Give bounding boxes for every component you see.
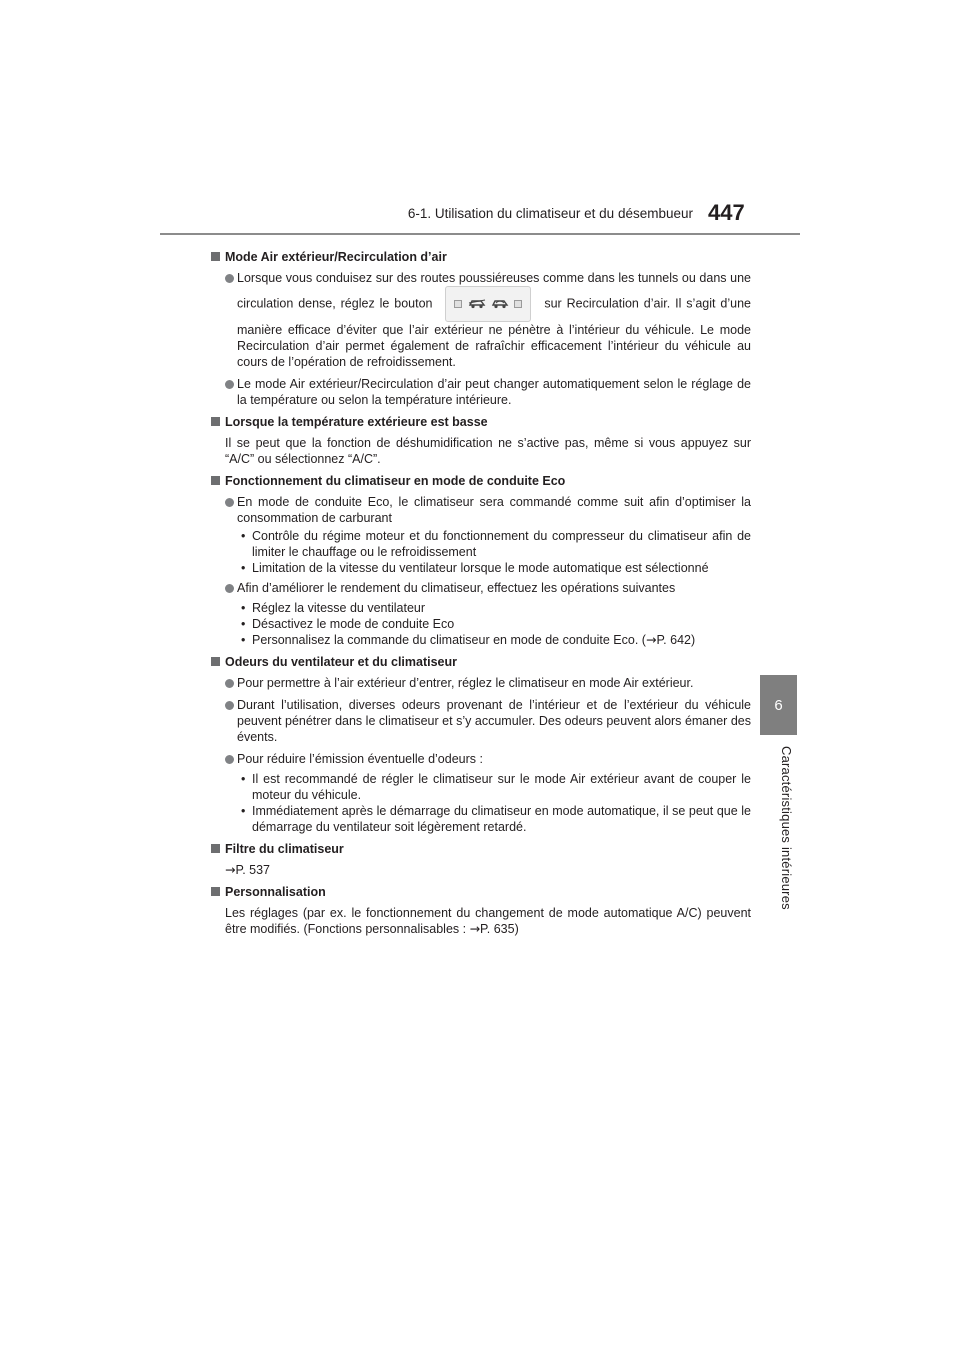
sub-item-text: Il est recommandé de régler le climatiseur sur le mode Air extérieur avant de couper le moteur du véhicule. [252, 772, 751, 802]
list-item [209, 376, 751, 408]
outside-air-car-icon [468, 297, 486, 309]
sub-item-text: Limitation de la vitesse du ventilateur lorsque le mode automatique est sélectionné [252, 561, 709, 575]
sub-list-item [209, 528, 751, 560]
paragraph: Il se peut que la fonction de déshumidification ne s’active pas, même si vous appuyez sur “A/C” ou sélectionnez “A/C”. [225, 436, 751, 466]
list-item [209, 751, 751, 767]
heading-text: Odeurs du ventilateur et du climatiseur [225, 655, 458, 669]
page-reference-link[interactable]: P. 642) [656, 633, 696, 647]
item-text: Le mode Air extérieur/Recirculation d’air peut changer automatiquement selon le réglage de la température ou selon la température intérieure. [237, 377, 751, 407]
bullet-glyph: • [241, 529, 246, 543]
section-heading-personalisation [209, 884, 751, 900]
sub-item-text: Réglez la vitesse du ventilateur [252, 601, 426, 615]
heading-text: Fonctionnement du climatiseur en mode de conduite Eco [225, 474, 566, 488]
arrow-icon: → [645, 632, 657, 647]
round-bullet-icon [225, 498, 234, 507]
recirculation-car-icon [491, 297, 509, 309]
chapter-number-tab: 6 [760, 675, 797, 735]
square-bullet-icon [211, 476, 220, 485]
square-bullet-icon [211, 887, 220, 896]
round-bullet-icon [225, 274, 234, 283]
section-title: 6-1. Utilisation du climatiseur et du désembueur [407, 206, 693, 221]
round-bullet-icon [225, 679, 234, 688]
sub-list-item [209, 616, 751, 632]
air-recirculation-button-icon [445, 286, 531, 322]
sub-list-item [209, 560, 751, 576]
item-text: Lorsque vous conduisez sur des routes poussiéreuses comme dans les tunnels ou dans une circulation dense, réglez le bouton [237, 271, 751, 311]
square-bullet-icon [211, 657, 220, 666]
list-item [209, 580, 751, 596]
chapter-title: Caractéristiques intérieures [779, 746, 794, 910]
section-heading-odors [209, 654, 751, 670]
page-content [209, 243, 751, 943]
sub-item-text: Contrôle du régime moteur et du fonctionnement du compresseur du climatiseur afin de limiter le chauffage ou le refroidissement [252, 529, 751, 559]
item-text: En mode de conduite Eco, le climatiseur sera commandé comme suit afin d’optimiser la consommation de carburant [237, 495, 751, 525]
heading-text: Personnalisation [225, 885, 326, 899]
item-text: Pour réduire l’émission éventuelle d’odeurs : [237, 752, 483, 766]
sub-list-item [209, 771, 751, 803]
bullet-glyph: • [241, 561, 246, 575]
sub-item-text: Personnalisez la commande du climatiseur en mode de conduite Eco. ( [252, 633, 646, 647]
sub-list-item [209, 600, 751, 616]
square-bullet-icon [211, 417, 220, 426]
section-heading-low-temperature [209, 414, 751, 430]
indicator-light-icon [454, 300, 462, 308]
sub-item-text: Immédiatement après le démarrage du climatiseur en mode automatique, il se peut que le démarrage du ventilateur soit légèrement retardé. [252, 804, 751, 834]
list-item [209, 494, 751, 526]
paragraph [209, 905, 751, 937]
arrow-icon: → [469, 921, 481, 936]
arrow-icon: → [225, 862, 236, 877]
paragraph [209, 862, 751, 878]
round-bullet-icon [225, 584, 234, 593]
square-bullet-icon [211, 252, 220, 261]
page-reference-link[interactable]: P. 537 [235, 863, 271, 877]
round-bullet-icon [225, 701, 234, 710]
list-item [209, 270, 751, 370]
section-heading-air-mode [209, 249, 751, 265]
page-reference-link[interactable]: P. 635) [480, 922, 519, 936]
bullet-glyph: • [241, 633, 246, 647]
heading-text: Mode Air extérieur/Recirculation d’air [225, 250, 447, 264]
page-number: 447 [708, 200, 745, 225]
round-bullet-icon [225, 755, 234, 764]
bullet-glyph: • [241, 617, 246, 631]
item-text: Pour permettre à l’air extérieur d’entrer, réglez le climatiseur en mode Air extérieur. [237, 676, 694, 690]
paragraph-text: Les réglages (par ex. le fonctionnement du changement de mode automatique A/C) peuvent être modifiés. (Fonctions personnalisables : [225, 906, 751, 936]
item-text: sur Recirculation d’air. Il s’agit d’une manière efficace d’éviter que l’air extérieur ne pénètre à l’intérieur du véhicule. Le mode Recirculation d’air permet également de rafraîchir efficacement l’intérieur du véhicule au cours de l’opération de refroidissement. [237, 296, 751, 369]
section-heading-filter [209, 841, 751, 857]
sub-item-text: Désactivez le mode de conduite Eco [252, 617, 455, 631]
round-bullet-icon [225, 380, 234, 389]
sub-list-item [209, 632, 751, 648]
section-heading-eco-mode [209, 473, 751, 489]
item-text: Durant l’utilisation, diverses odeurs provenant de l’intérieur et de l’extérieur du véhicule peuvent pénétrer dans le climatiseur et s’y accumuler. Des odeurs peuvent alors émaner des évents. [237, 698, 751, 744]
list-item [209, 697, 751, 745]
bullet-glyph: • [241, 601, 246, 615]
indicator-light-icon [514, 300, 522, 308]
bullet-glyph: • [241, 804, 246, 818]
list-item [209, 675, 751, 691]
item-text: Afin d’améliorer le rendement du climatiseur, effectuez les opérations suivantes [237, 581, 676, 595]
heading-text: Filtre du climatiseur [225, 842, 344, 856]
heading-text: Lorsque la température extérieure est basse [225, 415, 488, 429]
square-bullet-icon [211, 844, 220, 853]
bullet-glyph: • [241, 772, 246, 786]
sub-list-item [209, 803, 751, 835]
header-rule [160, 233, 800, 235]
